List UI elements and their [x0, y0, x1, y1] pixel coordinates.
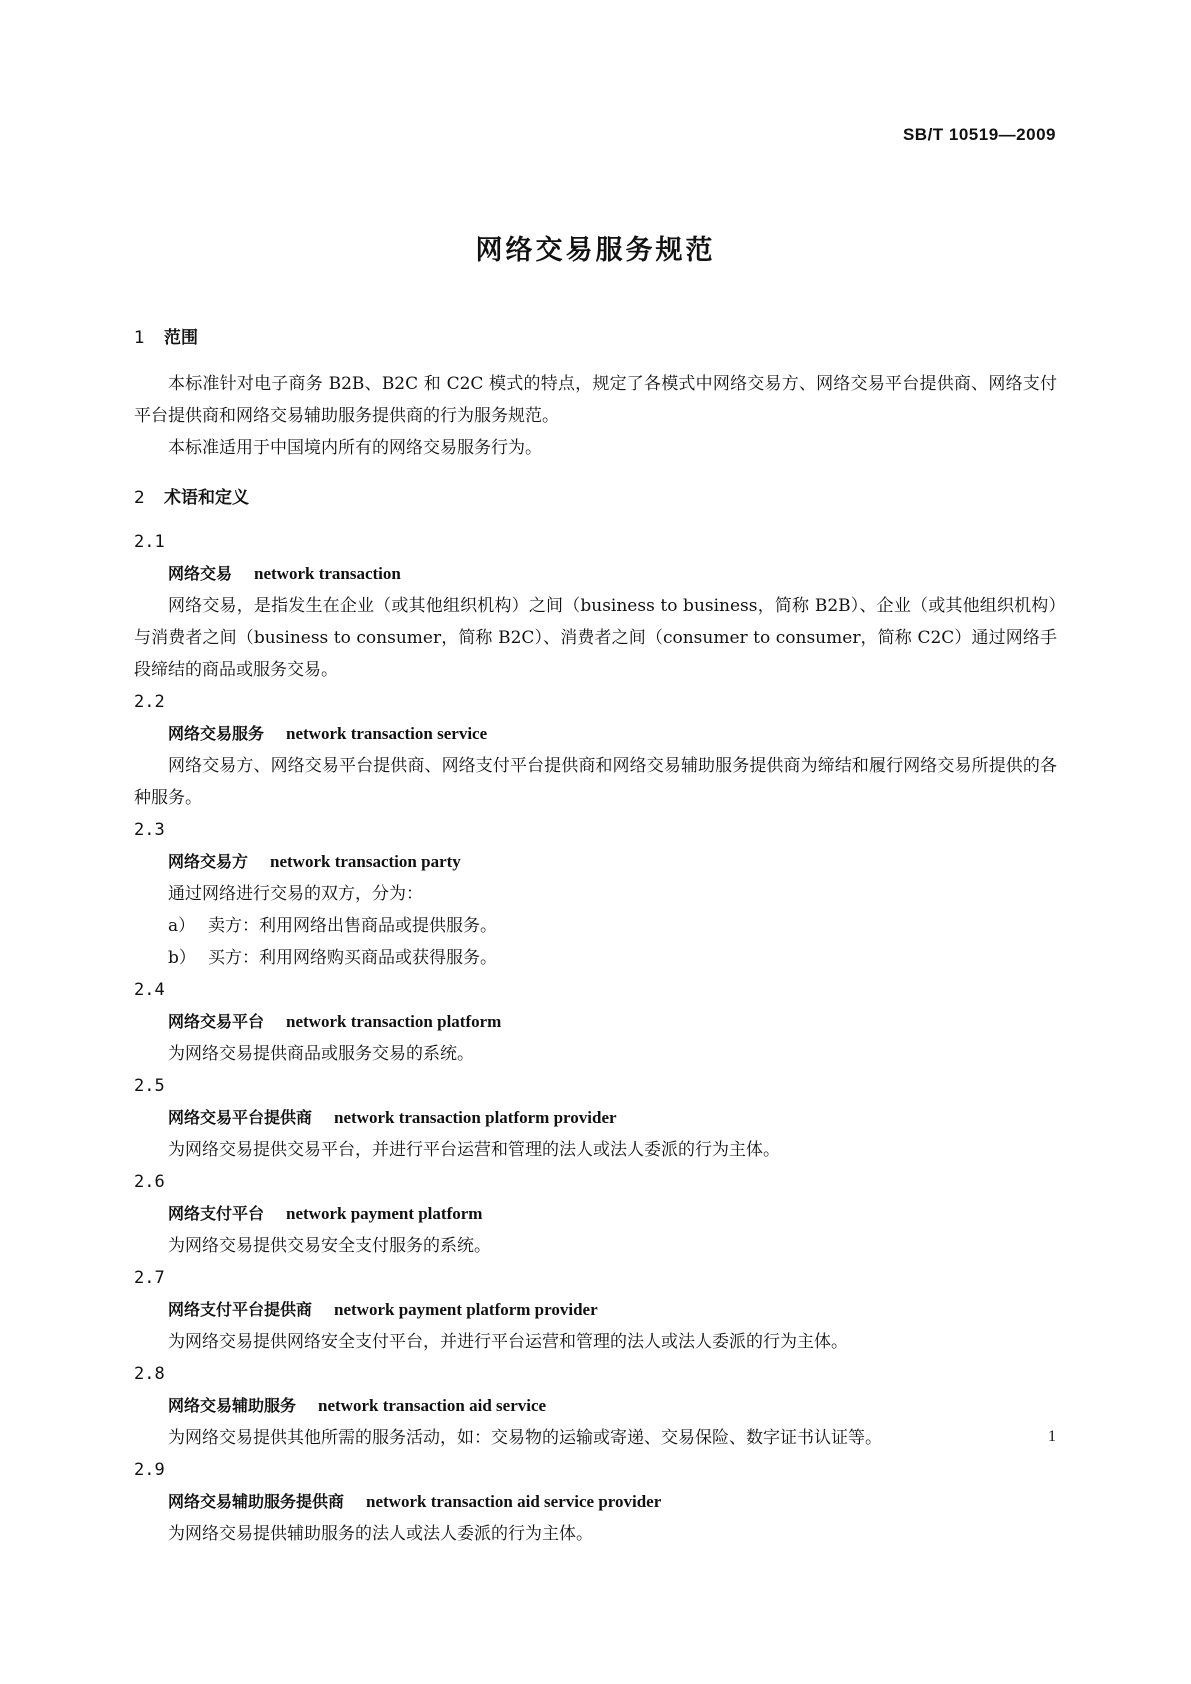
term-name-en: network transaction	[254, 564, 401, 583]
term-entry	[134, 1070, 1057, 1166]
term-number: 2.8	[134, 1364, 165, 1384]
term-definition: 为网络交易提供辅助服务的法人或法人委派的行为主体。	[168, 1524, 593, 1544]
term-name	[134, 1294, 1057, 1326]
document-code: SB/T 10519—2009	[902, 125, 1056, 144]
document-body	[134, 322, 1057, 1550]
term-entry	[134, 1166, 1057, 1262]
term-name	[134, 1198, 1057, 1230]
term-name	[134, 1486, 1057, 1518]
term-name-zh: 网络支付平台	[168, 1204, 265, 1223]
section-heading-terms	[134, 482, 1057, 514]
term-name	[134, 1102, 1057, 1134]
term-name	[134, 558, 1057, 590]
term-name-zh: 网络交易	[168, 564, 233, 583]
term-number: 2.7	[134, 1268, 165, 1288]
term-number: 2.2	[134, 692, 165, 712]
term-name-en: network transaction party	[270, 852, 461, 871]
term-number: 2.9	[134, 1460, 165, 1480]
term-entry	[134, 526, 1057, 686]
list-text: 买方：利用网络购买商品或获得服务。	[208, 948, 497, 968]
term-definition: 网络交易，是指发生在企业（或其他组织机构）之间（business to business，简称 B2B）、企业（或其他组织机构）与消费者之间（business to consumer，简称 B2C）、消费者之间（consumer to consumer，简称 C2C）通过网络手段缔结的商品或服务交易。	[134, 596, 1057, 680]
term-number: 2.3	[134, 820, 165, 840]
term-definition: 为网络交易提供网络安全支付平台，并进行平台运营和管理的法人或法人委派的行为主体。	[168, 1332, 848, 1352]
term-name	[134, 1006, 1057, 1038]
term-name-zh: 网络交易方	[168, 852, 249, 871]
list-text: 卖方：利用网络出售商品或提供服务。	[208, 916, 497, 936]
scope-paragraph: 本标准针对电子商务 B2B、B2C 和 C2C 模式的特点，规定了各模式中网络交易方、网络交易平台提供商、网络支付平台提供商和网络交易辅助服务提供商的行为服务规范。	[134, 374, 1057, 426]
term-name-en: network payment platform provider	[334, 1300, 598, 1319]
term-entry	[134, 814, 1057, 974]
term-definition: 为网络交易提供交易平台，并进行平台运营和管理的法人或法人委派的行为主体。	[168, 1140, 780, 1160]
term-name	[134, 718, 1057, 750]
page-number: 1	[1048, 1428, 1056, 1445]
term-definition: 网络交易方、网络交易平台提供商、网络支付平台提供商和网络交易辅助服务提供商为缔结和履行网络交易所提供的各种服务。	[134, 756, 1057, 808]
term-definition: 为网络交易提供其他所需的服务活动，如：交易物的运输或寄递、交易保险、数字证书认证等。	[168, 1428, 882, 1448]
term-number: 2.1	[134, 532, 165, 552]
term-entry	[134, 1262, 1057, 1358]
term-name-en: network transaction platform	[286, 1012, 502, 1031]
term-name-en: network transaction aid service	[318, 1396, 547, 1415]
term-name-en: network transaction platform provider	[334, 1108, 617, 1127]
list-item	[134, 942, 1057, 974]
section-heading-scope	[134, 322, 1057, 354]
page-title: 网络交易服务规范	[475, 235, 716, 266]
scope-paragraph: 本标准适用于中国境内所有的网络交易服务行为。	[168, 438, 542, 458]
term-number: 2.4	[134, 980, 165, 1000]
section-title: 术语和定义	[164, 488, 249, 508]
term-name-zh: 网络交易服务	[168, 724, 265, 743]
term-name-zh: 网络支付平台提供商	[168, 1300, 313, 1319]
term-name-en: network payment platform	[286, 1204, 483, 1223]
term-definition: 通过网络进行交易的双方，分为：	[168, 884, 423, 904]
term-name-zh: 网络交易平台	[168, 1012, 265, 1031]
term-name-zh: 网络交易平台提供商	[168, 1108, 313, 1127]
term-entry	[134, 974, 1057, 1070]
term-name-en: network transaction aid service provider	[366, 1492, 662, 1511]
term-definition: 为网络交易提供商品或服务交易的系统。	[168, 1044, 474, 1064]
term-number: 2.6	[134, 1172, 165, 1192]
term-entry	[134, 686, 1057, 814]
section-number: 1	[134, 328, 145, 348]
term-name-en: network transaction service	[286, 724, 488, 743]
section-number: 2	[134, 488, 145, 508]
term-definition: 为网络交易提供交易安全支付服务的系统。	[168, 1236, 491, 1256]
term-entry	[134, 1454, 1057, 1550]
term-name-zh: 网络交易辅助服务提供商	[168, 1492, 345, 1511]
term-name	[134, 1390, 1057, 1422]
list-marker: b）	[168, 948, 196, 968]
list-item	[134, 910, 1057, 942]
term-number: 2.5	[134, 1076, 165, 1096]
list-marker: a）	[168, 916, 196, 936]
section-title: 范围	[164, 328, 198, 348]
term-name-zh: 网络交易辅助服务	[168, 1396, 297, 1415]
term-entry	[134, 1358, 1057, 1454]
term-name	[134, 846, 1057, 878]
